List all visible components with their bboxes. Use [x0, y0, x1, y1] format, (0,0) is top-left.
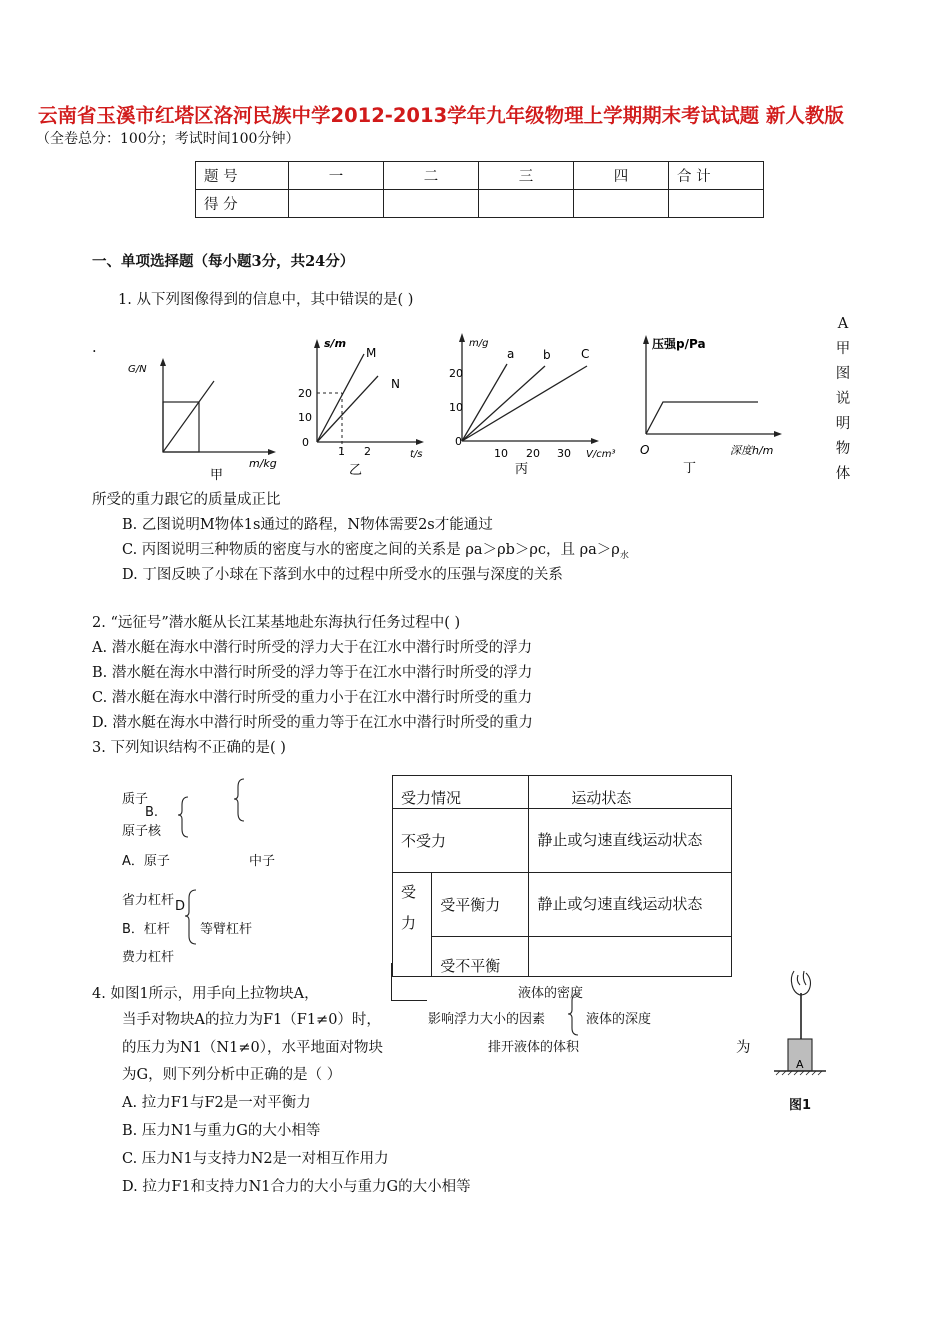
subscript-water: 水 [619, 550, 629, 561]
table-cell [289, 190, 384, 218]
exam-info: （全卷总分：100分；考试时间100分钟） [36, 131, 300, 147]
table-row [196, 162, 764, 190]
atom-option-b-label: B. [145, 805, 159, 820]
lever-labor-saving: 省力杠杆 [122, 893, 175, 908]
buoyancy-factors: 影响浮力大小的因素 [428, 1012, 546, 1027]
table-cell: 静止或匀速直线运动状态 [529, 873, 732, 937]
graph-yi-ylabel: s/m [324, 337, 347, 350]
table-cell: 静止或匀速直线运动状态 [529, 809, 732, 873]
y-axis-arrow [160, 358, 166, 366]
q4-option-a: A. 拉力F1与F2是一对平衡力 [122, 1095, 311, 1111]
q4-text: 的压力为N1（N1≠0），水平地面对物块 [122, 1040, 383, 1056]
option-c-text: C. 丙图说明三种物质的密度与水的密度之间的关系是 ρa＞ρb＞ρc，且 ρa＞ρ [122, 542, 620, 558]
ytick: 10 [298, 411, 312, 424]
lever-equal-arm: 等臂杠杆 [200, 922, 253, 937]
atom-braces [178, 777, 250, 847]
table-left-border [391, 963, 392, 1001]
ytick: 10 [449, 401, 463, 414]
pressure-line [646, 402, 758, 434]
graph-ding-caption: 丁 [683, 461, 697, 476]
atom-neutron: 中子 [249, 854, 276, 869]
graph-jia-ylabel: G/N [128, 364, 147, 375]
question-4-line2: 当手对物块A的拉力为F1（F1≠0）时， [122, 1012, 381, 1028]
stray-dot: . [92, 340, 97, 356]
table-cell: 不受力 [393, 809, 529, 873]
line-b [462, 366, 545, 441]
question-2-stem: 2. “远征号”潜水艇从长江某基地赴东海执行任务过程中( ) [92, 615, 461, 631]
x-axis-arrow [774, 431, 782, 437]
q2-option-a: A. 潜水艇在海水中潜行时所受的浮力大于在江水中潜行时所受的浮力 [92, 640, 533, 656]
q4-option-b: B. 压力N1与重力G的大小相等 [122, 1123, 321, 1139]
graph-bing-xlabel: V/cm³ [586, 449, 616, 460]
figure-1-hand-block [770, 965, 830, 1080]
table-cell [479, 190, 574, 218]
table-cell: 三 [479, 162, 574, 190]
q4-option-c: C. 压力N1与支持力N2是一对相互作用力 [122, 1151, 389, 1167]
ytick: 20 [298, 387, 312, 400]
graph-jia-caption: 甲 [210, 468, 224, 483]
table-row [393, 776, 732, 809]
motion-table [392, 775, 732, 977]
q1-option-c [122, 538, 629, 561]
buoyancy-brace [562, 992, 582, 1038]
graph-jia-xlabel: m/kg [249, 457, 277, 470]
line-c-label: C [581, 347, 590, 361]
lever-option-b-label: B．杠杆 [122, 922, 170, 937]
lever-option-d-label: D [175, 899, 186, 914]
table-cell: 题 号 [196, 162, 289, 190]
motion-table-clip [392, 775, 732, 975]
figure-caption: 图1 [789, 1098, 812, 1113]
x-axis-arrow [591, 438, 599, 444]
block-a-label: A [796, 1058, 804, 1071]
xtick: 20 [526, 447, 540, 460]
table-cell: 得 分 [196, 190, 289, 218]
q2-option-d: D. 潜水艇在海水中潜行时所受的重力等于在江水中潜行时所受的重力 [92, 715, 533, 731]
x-axis-arrow [416, 439, 424, 445]
q4-option-d: D. 拉力F1和支持力N1合力的大小与重力G的大小相等 [122, 1179, 471, 1195]
option-a-vertical: A甲图说明物体 [835, 316, 851, 482]
graph-line [163, 381, 214, 452]
document-title: 云南省玉溪市红塔区洛河民族中学2012-2013学年九年级物理上学期期末考试试题 新人教版 [38, 104, 844, 127]
factor-density: 液体的密度 [518, 986, 584, 1001]
score-table [195, 161, 764, 218]
ytick: 0 [302, 436, 309, 449]
ytick: 0 [455, 435, 462, 448]
atom-proton: 质子 [122, 792, 149, 807]
table-cell: 受力 [393, 873, 432, 977]
graph-ding-ylabel: 压强p/Pa [652, 337, 706, 351]
y-axis-arrow [643, 335, 649, 344]
q2-option-c: C. 潜水艇在海水中潜行时所受的重力小于在江水中潜行时所受的重力 [92, 690, 533, 706]
graph-yi-xlabel: t/s [410, 449, 423, 460]
table-cell: 受力情况 [393, 776, 529, 809]
table-bottom-border [391, 1000, 427, 1001]
brace [568, 994, 578, 1035]
factor-displaced-volume: 排开液体的体积 [488, 1040, 580, 1055]
table-cell: 一 [289, 162, 384, 190]
line-m-label: M [366, 346, 377, 360]
question-1-stem: 1. 从下列图像得到的信息中，其中错误的是( ) [118, 292, 414, 308]
table-cell: 合 计 [669, 162, 764, 190]
line-c [462, 366, 587, 441]
graph-ding [636, 328, 786, 474]
table-cell [574, 190, 669, 218]
line-b-label: b [543, 348, 551, 362]
xtick: 1 [338, 445, 345, 458]
table-row [393, 937, 732, 977]
q2-option-b: B. 潜水艇在海水中潜行时所受的浮力等于在江水中潜行时所受的浮力 [92, 665, 533, 681]
xtick: 10 [494, 447, 508, 460]
hand-icon [791, 971, 810, 995]
graph-ding-xlabel: 深度h/m [730, 444, 774, 457]
table-row [393, 873, 732, 937]
section-heading: 一、单项选择题（每小题3分，共24分） [92, 253, 355, 270]
lever-cost-labor: 费力杠杆 [122, 950, 175, 965]
option-a-continued: 所受的重力跟它的质量成正比 [92, 492, 281, 508]
line-a [462, 364, 507, 441]
brace [178, 797, 188, 837]
table-cell [384, 190, 479, 218]
table-row [393, 809, 732, 873]
brace [185, 890, 196, 944]
table-cell: 二 [384, 162, 479, 190]
graph-jia [122, 352, 284, 482]
ytick: 20 [449, 367, 463, 380]
question-4-line1: 4. 如图1所示，用手向上拉物块A， [92, 986, 319, 1002]
question-3-stem: 3. 下列知识结构不正确的是( ) [92, 740, 286, 756]
graph-bing [445, 326, 625, 478]
table-cell: 运动状态 [529, 776, 732, 809]
question-4-line3 [122, 1036, 383, 1057]
y-axis-arrow [314, 339, 320, 348]
question-4-line3-end: 为 [736, 1040, 751, 1056]
q1-option-d: D. 丁图反映了小球在下落到水中的过程中所受水的压强与深度的关系 [122, 567, 563, 583]
atom-nucleus: 原子核 [122, 824, 162, 839]
q1-option-b: B. 乙图说明M物体1s通过的路程，N物体需要2s才能通过 [122, 517, 493, 533]
lever-brace [184, 888, 198, 948]
line-n-label: N [391, 377, 400, 391]
graph-ding-origin: O [640, 443, 650, 457]
table-cell [669, 190, 764, 218]
x-axis-arrow [268, 449, 276, 455]
table-cell: 四 [574, 162, 669, 190]
y-axis-arrow [459, 333, 465, 342]
factor-depth: 液体的深度 [586, 1012, 652, 1027]
xtick: 30 [557, 447, 571, 460]
table-row [196, 190, 764, 218]
brace [234, 779, 244, 821]
table-cell [529, 937, 732, 977]
graph-bing-caption: 丙 [515, 462, 529, 477]
table-cell: 受不平衡 [432, 937, 529, 977]
table-cell: 受平衡力 [432, 873, 529, 937]
graph-yi [290, 330, 436, 478]
graph-yi-caption: 乙 [349, 463, 363, 478]
graph-bing-ylabel: m/g [469, 338, 489, 349]
question-4-line4: 为G，则下列分析中正确的是（ ） [122, 1067, 342, 1083]
atom-option-a-label: A．原子 [122, 854, 170, 869]
xtick: 2 [364, 445, 371, 458]
line-a-label: a [507, 347, 515, 361]
